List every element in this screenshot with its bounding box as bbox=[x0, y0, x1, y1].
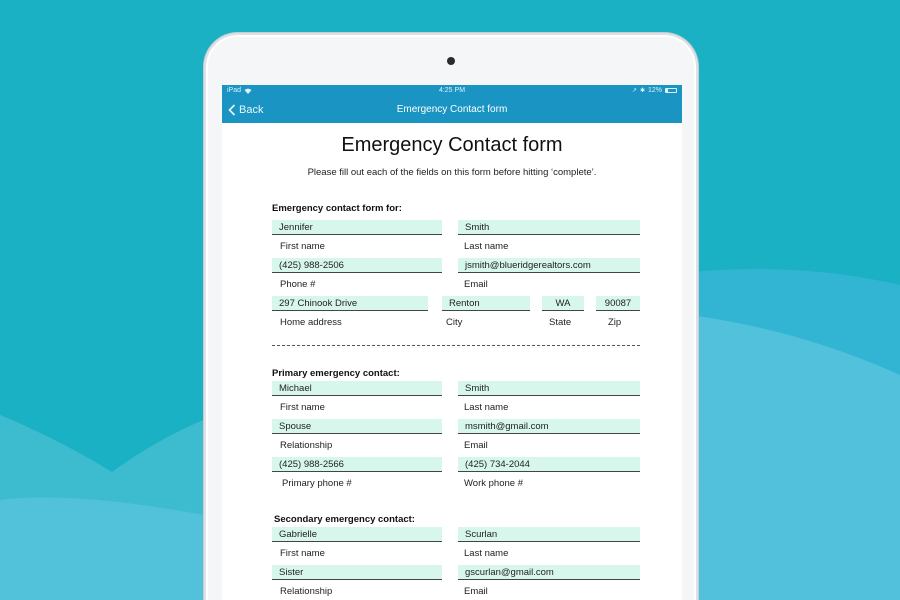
battery-icon bbox=[665, 88, 677, 93]
for-state-input[interactable]: WA bbox=[542, 296, 584, 311]
app-screen bbox=[222, 85, 682, 600]
secondary-relationship-input[interactable]: Sister bbox=[272, 565, 442, 580]
section-divider bbox=[272, 345, 640, 346]
for-email-input[interactable]: jsmith@blueridgerealtors.com bbox=[458, 258, 640, 273]
nav-bar bbox=[222, 96, 682, 123]
back-button[interactable] bbox=[222, 104, 263, 116]
nav-title: Emergency Contact form bbox=[396, 104, 508, 115]
secondary-email-input[interactable]: gscurlan@gmail.com bbox=[458, 565, 640, 580]
for-address-label: Home address bbox=[280, 317, 342, 328]
secondary-first-name-input[interactable]: Gabrielle bbox=[272, 527, 442, 542]
for-last-name-label: Last name bbox=[464, 241, 509, 252]
section-heading-for: Emergency contact form for: bbox=[272, 203, 402, 214]
primary-first-name-label: First name bbox=[280, 402, 325, 413]
primary-phone-input[interactable]: (425) 988-2566 bbox=[272, 457, 442, 472]
status-time: 4:25 PM bbox=[438, 87, 466, 94]
primary-first-name-input[interactable]: Michael bbox=[272, 381, 442, 396]
primary-email-input[interactable]: msmith@gmail.com bbox=[458, 419, 640, 434]
secondary-email-label: Email bbox=[464, 586, 488, 597]
primary-last-name-label: Last name bbox=[464, 402, 509, 413]
for-phone-input[interactable]: (425) 988-2506 bbox=[272, 258, 442, 273]
battery-percent: 12% bbox=[647, 87, 662, 94]
primary-last-name-input[interactable]: Smith bbox=[458, 381, 640, 396]
secondary-last-name-input[interactable]: Scurlan bbox=[458, 527, 640, 542]
primary-phone-label: Primary phone # bbox=[282, 478, 352, 489]
form-subtitle: Please fill out each of the fields on this form before hitting ‘complete’. bbox=[307, 167, 597, 178]
for-zip-input[interactable]: 90087 bbox=[596, 296, 640, 311]
for-zip-label: Zip bbox=[608, 317, 622, 328]
section-heading-primary: Primary emergency contact: bbox=[272, 368, 400, 379]
for-last-name-input[interactable]: Smith bbox=[458, 220, 640, 235]
for-first-name-input[interactable]: Jennifer bbox=[272, 220, 442, 235]
secondary-last-name-label: Last name bbox=[464, 548, 509, 559]
back-label: Back bbox=[239, 103, 264, 116]
form-title: Emergency Contact form bbox=[341, 134, 563, 156]
secondary-first-name-label: First name bbox=[280, 548, 325, 559]
for-city-label: City bbox=[446, 317, 463, 328]
device-name: iPad bbox=[227, 87, 242, 94]
status-bar bbox=[222, 85, 682, 96]
primary-relationship-label: Relationship bbox=[280, 440, 333, 451]
primary-relationship-input[interactable]: Spouse bbox=[272, 419, 442, 434]
for-first-name-label: First name bbox=[280, 241, 325, 252]
ipad-device bbox=[204, 33, 698, 600]
section-heading-secondary: Secondary emergency contact: bbox=[274, 514, 415, 525]
bluetooth-icon: ✱ bbox=[639, 88, 645, 94]
for-address-input[interactable]: 297 Chinook Drive bbox=[272, 296, 428, 311]
chevron-left-icon bbox=[228, 104, 236, 116]
location-icon: ↗ bbox=[631, 88, 637, 94]
for-email-label: Email bbox=[464, 279, 488, 290]
secondary-relationship-label: Relationship bbox=[280, 586, 333, 597]
for-city-input[interactable]: Renton bbox=[442, 296, 530, 311]
for-phone-label: Phone # bbox=[280, 279, 316, 290]
for-state-label: State bbox=[549, 317, 572, 328]
camera-icon bbox=[447, 57, 455, 65]
primary-work-phone-label: Work phone # bbox=[464, 478, 523, 489]
primary-email-label: Email bbox=[464, 440, 488, 451]
primary-work-phone-input[interactable]: (425) 734-2044 bbox=[458, 457, 640, 472]
